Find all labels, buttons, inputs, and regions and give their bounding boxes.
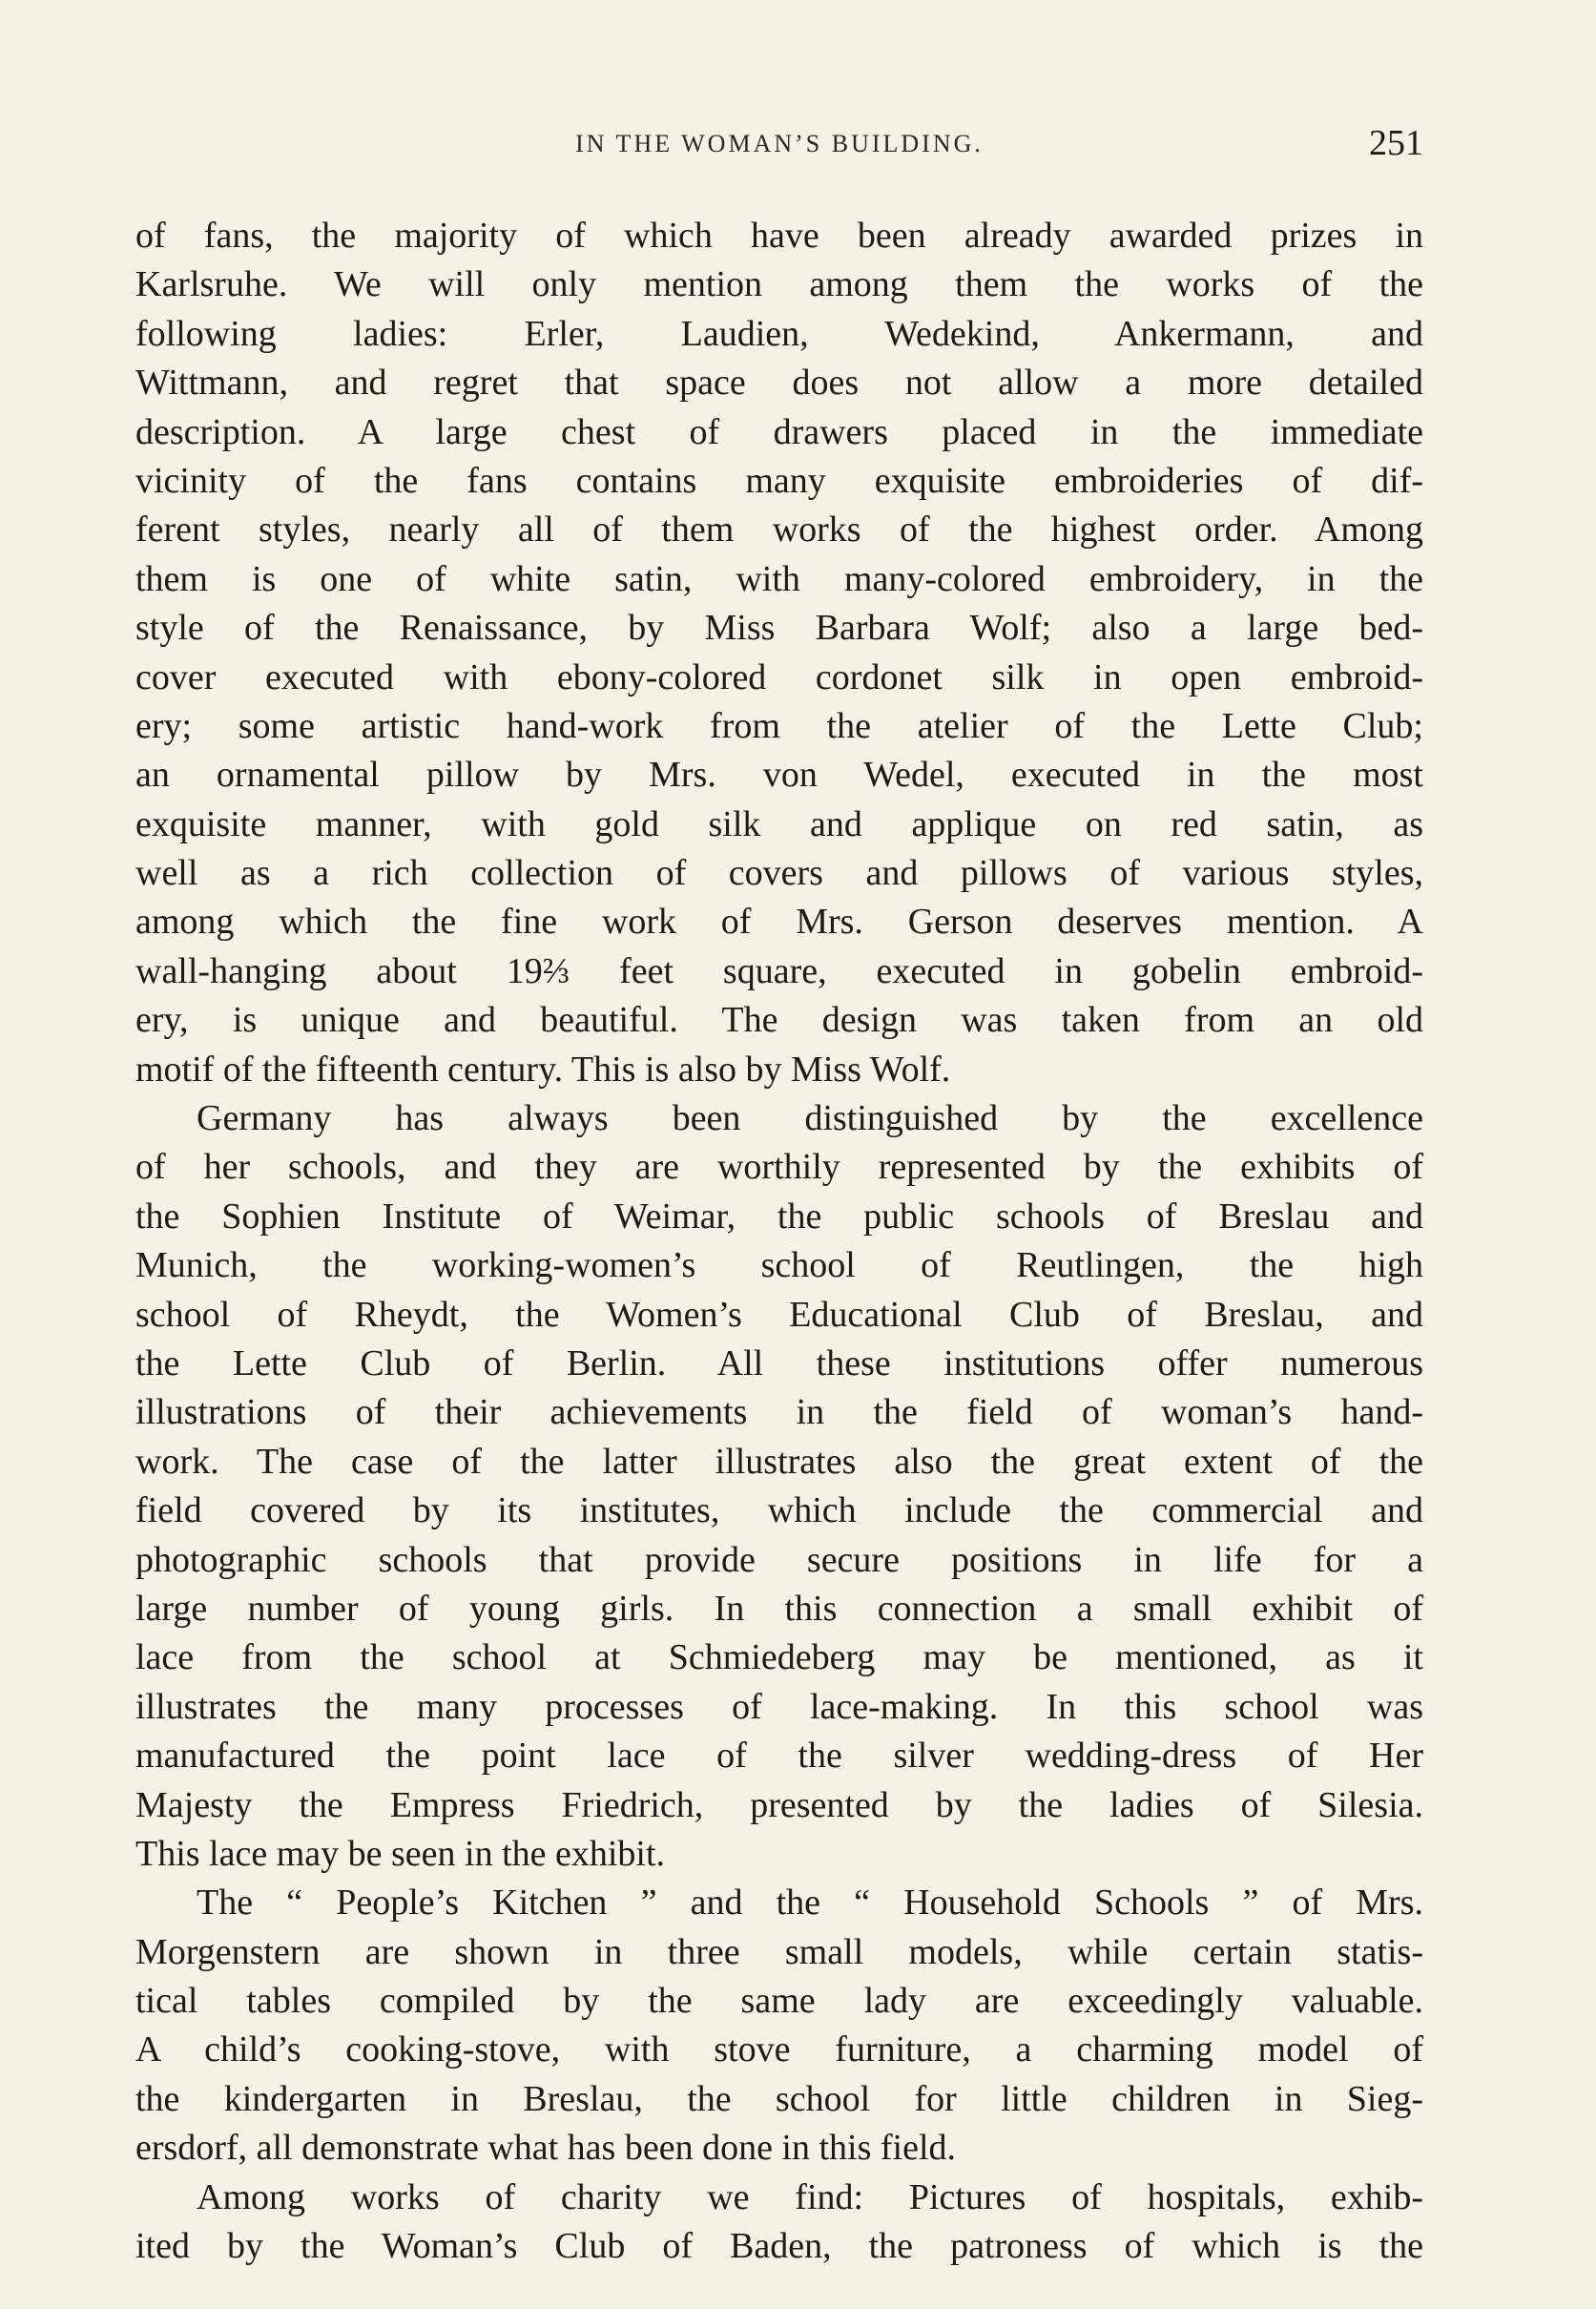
text-line: lace from the school at Schmiedeberg may be mentioned, as it [135, 1637, 1423, 1678]
text-line: ery; some artistic hand-work from the atelier of the Lette Club; [135, 705, 1423, 746]
page-number: 251 [1369, 123, 1423, 163]
text-line: ited by the Woman’s Club of Baden, the patroness of which is the [135, 2226, 1423, 2267]
text-line: illustrates the many processes of lace-making. In this school was [135, 1686, 1423, 1727]
text-line: school of Rheydt, the Women’s Educational Club of Breslau, and [135, 1294, 1423, 1335]
text-line: Karlsruhe. We will only mention among them the works of the [135, 264, 1423, 305]
text-line: large number of young girls. In this connection a small exhibit of [135, 1588, 1423, 1629]
text-line: of her schools, and they are worthily represented by the exhibits of [135, 1147, 1423, 1188]
text-line: an ornamental pillow by Mrs. von Wedel, executed in the most [135, 755, 1423, 796]
text-line: well as a rich collection of covers and pillows of various styles, [135, 853, 1423, 894]
text-line: ferent styles, nearly all of them works of the highest order. Among [135, 510, 1423, 551]
text-line: A child’s cooking-stove, with stove furniture, a charming model of [135, 2029, 1423, 2070]
text-line: Germany has always been distinguished by the excellence [197, 1098, 1423, 1139]
text-line: work. The case of the latter illustrates also the great extent of the [135, 1441, 1423, 1482]
text-line: among which the fine work of Mrs. Gerson deserves mention. A [135, 902, 1423, 943]
text-line: illustrations of their achievements in the field of woman’s hand- [135, 1392, 1423, 1433]
text-line: cover executed with ebony-colored cordonet silk in open embroid- [135, 656, 1423, 697]
text-line: description. A large chest of drawers placed in the immediate [135, 411, 1423, 452]
text-line: style of the Renaissance, by Miss Barbara Wolf; also a large bed- [135, 608, 1423, 649]
text-line: following ladies: Erler, Laudien, Wedekind, Ankermann, and [135, 313, 1423, 354]
text-line: the kindergarten in Breslau, the school for little children in Sieg- [135, 2078, 1423, 2119]
page-header [135, 122, 1423, 179]
text-line: Morgenstern are shown in three small models, while certain statis- [135, 1931, 1423, 1972]
text-line: The “ People’s Kitchen ” and the “ Household Schools ” of Mrs. [197, 1883, 1423, 1924]
text-line: field covered by its institutes, which include the commercial and [135, 1490, 1423, 1531]
text-line: them is one of white satin, with many-colored embroidery, in the [135, 558, 1423, 599]
text-line: ery, is unique and beautiful. The design was taken from an old [135, 1000, 1423, 1041]
page-body [135, 212, 1423, 2271]
text-line: Munich, the working-women’s school of Reutlingen, the high [135, 1245, 1423, 1286]
text-line: vicinity of the fans contains many exquisite embroideries of dif- [135, 460, 1423, 501]
text-line: wall-hanging about 19⅔ feet square, executed in gobelin embroid- [135, 950, 1423, 991]
text-line: motif of the fifteenth century. This is also by Miss Wolf. [135, 1049, 951, 1090]
text-line: manufactured the point lace of the silver wedding-dress of Her [135, 1736, 1423, 1777]
text-line: the Sophien Institute of Weimar, the public schools of Breslau and [135, 1196, 1423, 1237]
text-line: Among works of charity we find: Pictures of hospitals, exhib- [197, 2176, 1423, 2217]
text-line: This lace may be seen in the exhibit. [135, 1833, 666, 1874]
text-line: tical tables compiled by the same lady are exceedingly valuable. [135, 1981, 1423, 2022]
text-line: Majesty the Empress Friedrich, presented by the ladies of Silesia. [135, 1784, 1423, 1825]
text-line: Wittmann, and regret that space does not allow a more detailed [135, 363, 1423, 404]
text-line: photographic schools that provide secure positions in life for a [135, 1539, 1423, 1580]
text-line: ersdorf, all demonstrate what has been done in this field. [135, 2128, 957, 2169]
text-line: exquisite manner, with gold silk and applique on red satin, as [135, 803, 1423, 844]
text-line: the Lette Club of Berlin. All these institutions offer numerous [135, 1342, 1423, 1383]
running-head: IN THE WOMAN’S BUILDING. [575, 130, 984, 157]
text-line: of fans, the majority of which have been already awarded prizes in [135, 216, 1423, 256]
